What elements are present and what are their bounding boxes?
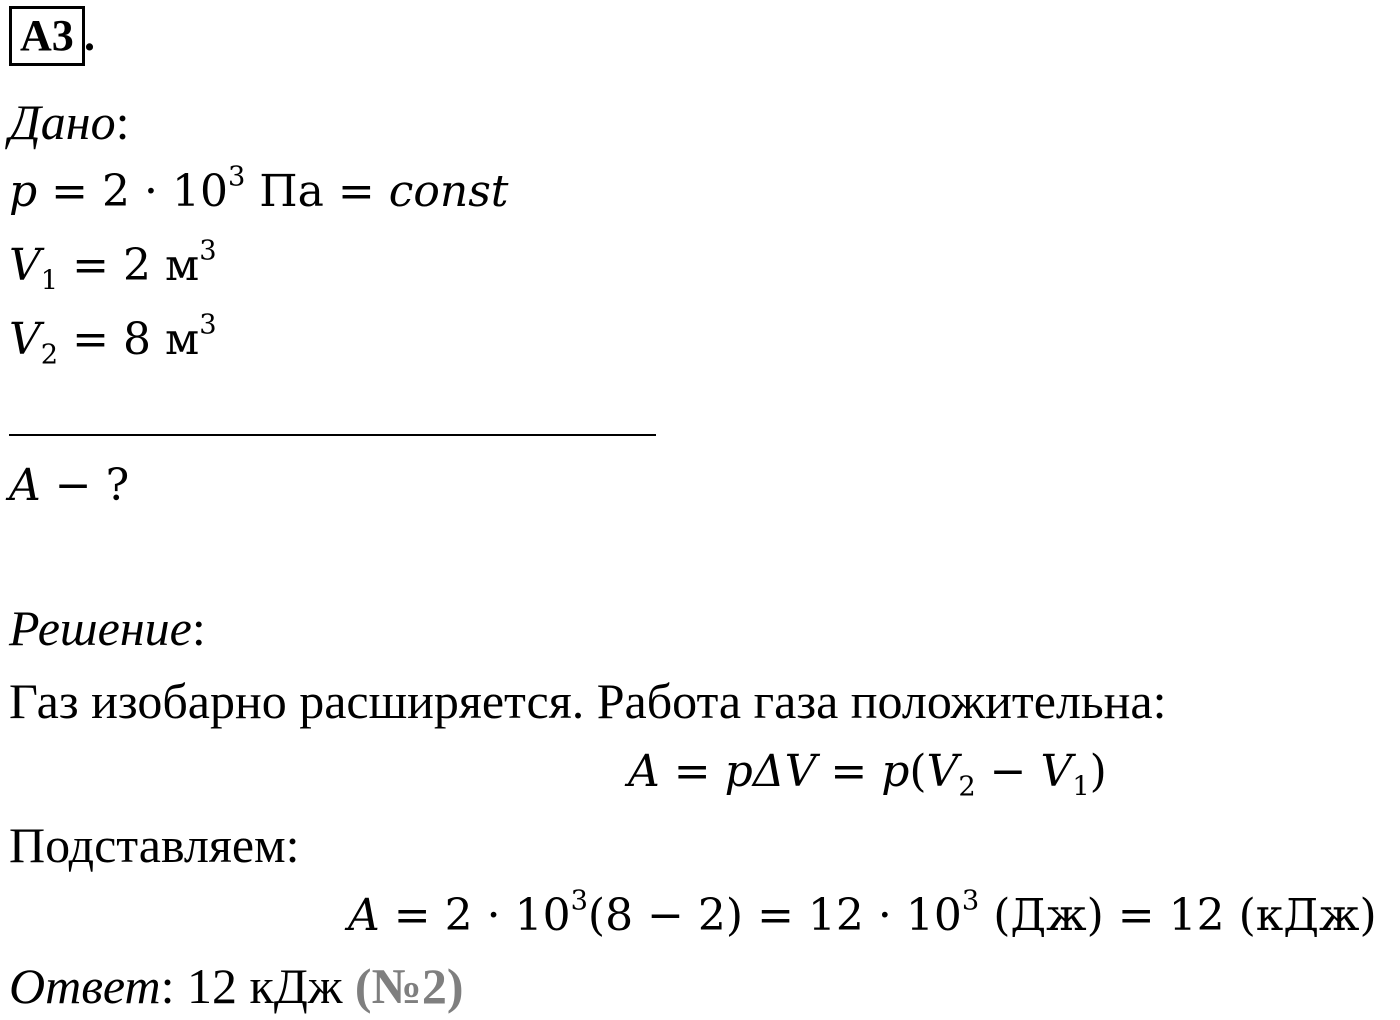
formula-v1-subscript: 1 bbox=[1072, 771, 1090, 803]
answer-value: 12 кДж bbox=[174, 958, 355, 1014]
formula-eq2: = bbox=[816, 746, 882, 797]
answer-reference: (№2) bbox=[354, 958, 464, 1014]
v1-subscript: 1 bbox=[40, 265, 59, 297]
formula-delta-v: ΔV bbox=[752, 746, 817, 797]
v2-symbol: V bbox=[9, 314, 41, 365]
v2-value: = 8 м bbox=[58, 314, 200, 365]
calc-part1: = 2 · 10 bbox=[379, 890, 571, 941]
formula-v1: V bbox=[1040, 746, 1073, 797]
formula-p1: p bbox=[724, 746, 753, 797]
problem-label: А3 bbox=[9, 6, 85, 66]
v1-value: = 2 м bbox=[58, 240, 200, 291]
given-heading-text: Дано bbox=[9, 94, 116, 150]
v1-exponent: 3 bbox=[199, 235, 217, 267]
solution-heading-colon: : bbox=[191, 600, 206, 656]
calc-part3: (Дж) = 12 (кДж) bbox=[979, 890, 1377, 941]
answer-label: Ответ bbox=[9, 958, 161, 1014]
pressure-exponent: 3 bbox=[227, 161, 246, 193]
work-formula bbox=[628, 742, 1107, 802]
problem-label-dot: . bbox=[84, 11, 95, 60]
answer-colon: : bbox=[160, 958, 175, 1014]
calc-exponent1: 3 bbox=[570, 885, 588, 917]
given-v1 bbox=[9, 236, 217, 296]
formula-v2-subscript: 2 bbox=[958, 771, 976, 803]
formula-p2: p bbox=[881, 746, 910, 797]
given-heading-colon: : bbox=[115, 94, 130, 150]
calc-a: A bbox=[348, 890, 380, 941]
pressure-unit: Па = bbox=[245, 166, 389, 217]
given-v2 bbox=[9, 310, 217, 370]
find-question: − ? bbox=[40, 460, 130, 511]
pressure-value: = 2 · 10 bbox=[37, 166, 228, 217]
formula-eq1: = bbox=[659, 746, 725, 797]
formula-close-paren: ) bbox=[1089, 746, 1107, 797]
v1-symbol: V bbox=[9, 240, 41, 291]
given-divider bbox=[9, 434, 656, 436]
formula-v2: V bbox=[926, 746, 959, 797]
solution-heading-text: Решение bbox=[9, 600, 192, 656]
find-unknown bbox=[9, 456, 129, 516]
calc-exponent2: 3 bbox=[961, 885, 980, 917]
work-calculation bbox=[348, 886, 1377, 946]
substitute-label: Подставляем: bbox=[9, 817, 300, 873]
calc-part2: (8 − 2) = 12 · 10 bbox=[587, 890, 962, 941]
pressure-symbol: p bbox=[9, 166, 38, 217]
v2-subscript: 2 bbox=[40, 339, 59, 371]
pressure-const: const bbox=[388, 166, 509, 217]
find-symbol: A bbox=[9, 460, 41, 511]
formula-open-paren: ( bbox=[909, 746, 927, 797]
solution-statement: Газ изобарно расширяется. Работа газа положительна: bbox=[9, 673, 1167, 729]
v2-exponent: 3 bbox=[199, 309, 217, 341]
solution-heading bbox=[9, 598, 206, 658]
formula-a: A bbox=[628, 746, 660, 797]
given-pressure bbox=[9, 162, 508, 222]
given-heading bbox=[9, 92, 130, 152]
formula-minus: − bbox=[975, 746, 1041, 797]
answer-line bbox=[9, 956, 463, 1016]
